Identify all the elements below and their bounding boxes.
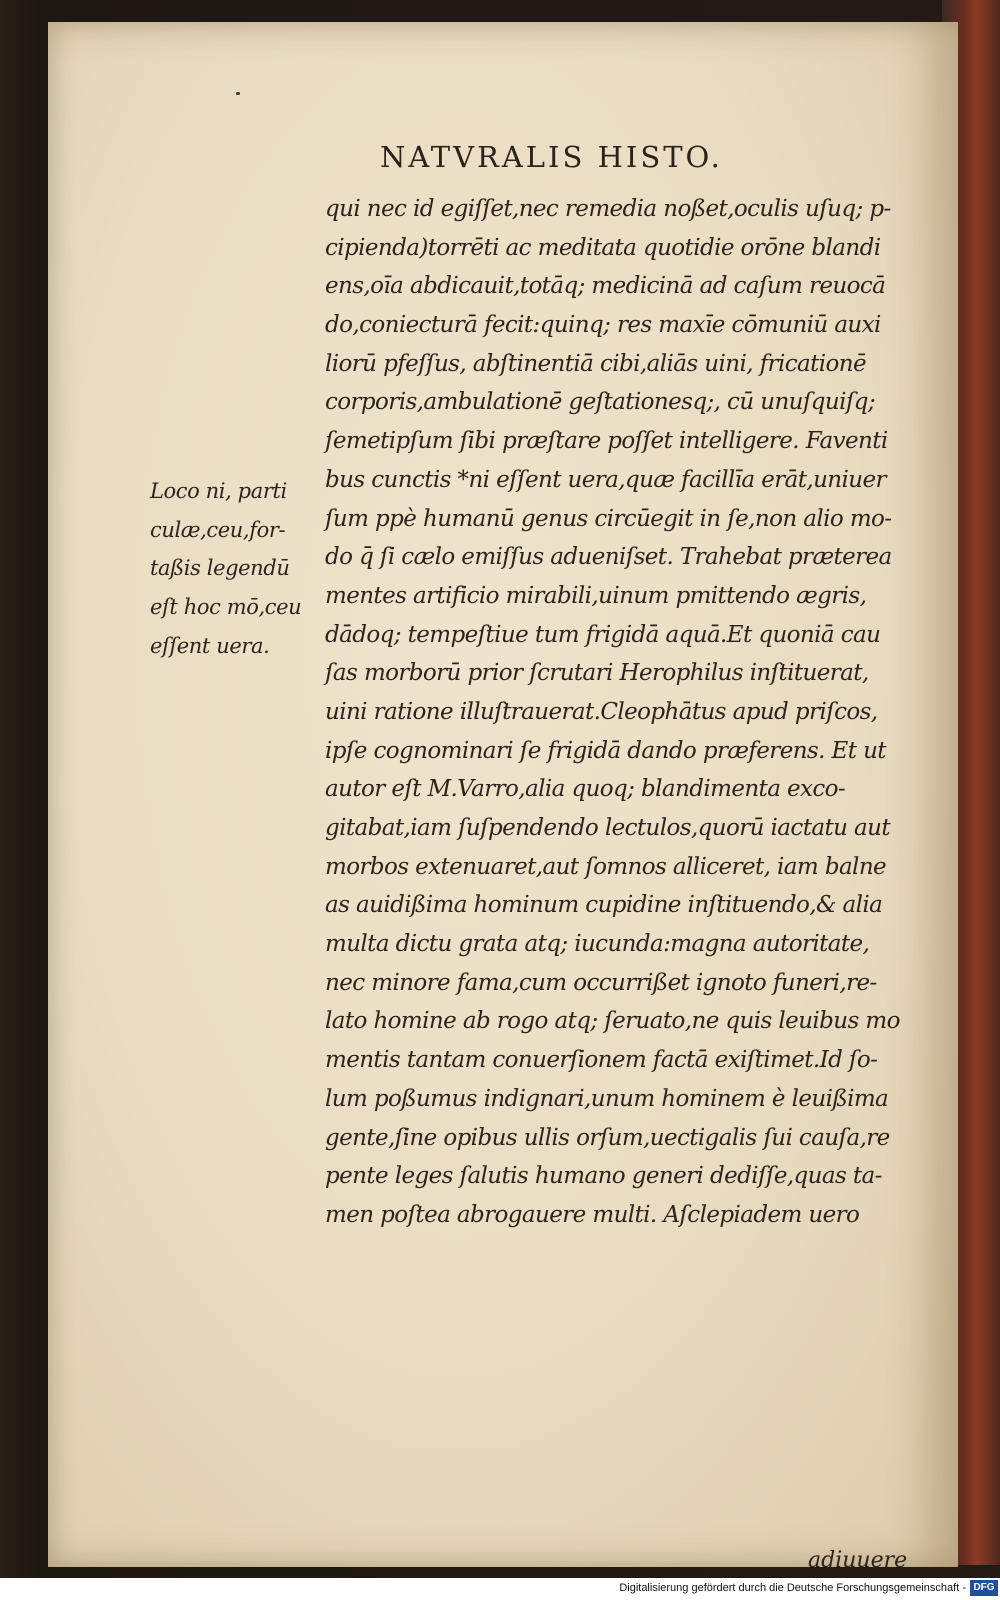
- text-line: ſas morborū prior ſcrutari Herophilus inſtituerat,: [325, 660, 869, 687]
- margin-note-line: eſt hoc mō,ceu: [150, 595, 302, 620]
- text-line: do q̄ ſi cælo emiſſus adueniſset. Trahebat præterea: [325, 544, 892, 571]
- text-line: men poſtea abrogauere multi. Aſclepiadem uero: [325, 1201, 860, 1228]
- text-line: autor eſt M.Varro,alia quoq; blandimenta exco-: [325, 776, 846, 803]
- paper-speck: [236, 92, 240, 95]
- text-line: bus cunctis *ni eſſent uera,quæ facillīa erāt,uniuer: [325, 466, 886, 493]
- text-line: mentes artificio mirabili,uinum pmittendo ægris,: [325, 582, 867, 609]
- digitization-credit: Digitalisierung gefördert durch die Deutsche Forschungsgemeinschaft -: [619, 1582, 966, 1594]
- catchword: adiuuere: [808, 1548, 908, 1573]
- text-line: cipienda)torrēti ac meditata quotidie orōne blandi: [325, 234, 881, 261]
- text-line: lum poßumus indignari,unum hominem è leuißima: [325, 1085, 889, 1112]
- text-line: lato homine ab rogo atq; ſeruato,ne quis leuibus mo: [325, 1008, 900, 1035]
- running-head: NATVRALIS HISTO.: [380, 140, 723, 174]
- marginal-note: [150, 472, 320, 665]
- text-line: ipſe cognominari ſe frigidā dando præferens. Et ut: [325, 737, 886, 764]
- dfg-logo: DFG: [970, 1580, 998, 1596]
- text-line: dādoq; tempeſtiue tum frigidā aquā.Et quoniā cau: [325, 621, 881, 648]
- margin-note-line: taßis legendū: [150, 556, 290, 581]
- text-line: ſemetipſum ſibi præſtare poſſet intelligere. Faventi: [325, 428, 888, 455]
- text-line: multa dictu grata atq; iucunda:magna autoritate,: [325, 931, 870, 958]
- margin-note-line: culæ,ceu,for-: [150, 517, 286, 542]
- text-line: uini ratione illuſtrauerat.Cleophātus apud priſcos,: [325, 698, 878, 725]
- main-text-block: [325, 190, 925, 1235]
- text-line: liorū pfeſſus, abſtinentiā cibi,aliās uini, fricationē: [325, 350, 866, 377]
- text-line: nec minore fama,cum occurrißet ignoto funeri,re-: [325, 969, 877, 996]
- margin-note-line: eſſent uera.: [150, 633, 270, 658]
- text-line: do,coniecturā fecit:quinq; res maxīe cōmuniū auxi: [325, 312, 881, 339]
- text-line: as auidißima hominum cupidine inſtituendo,& alia: [325, 892, 883, 919]
- text-line: qui nec id egiſſet,nec remedia noßet,oculis uſuq; p-: [325, 196, 891, 222]
- text-line: morbos extenuaret,aut ſomnos alliceret, iam balne: [325, 853, 887, 880]
- text-line: mentis tantam conuerſionem factā exiſtimet.Id ſo-: [325, 1047, 878, 1074]
- text-line: gitabat,iam ſuſpendendo lectulos,quorū iactatu aut: [325, 815, 890, 841]
- text-line: gente,ſine opibus ullis orſum,uectigalis ſui cauſa,re: [325, 1124, 890, 1151]
- text-line: pente leges ſalutis humano generi dediſſe,quas ta-: [325, 1163, 882, 1190]
- text-line: corporis,ambulationē geſtationesq;, cū unuſquiſq;: [325, 389, 876, 416]
- margin-note-line: Loco ni, parti: [150, 479, 287, 503]
- text-line: ens,oīa abdicauit,totāq; medicinā ad caſum reuocā: [325, 273, 886, 300]
- text-line: ſum ppè humanū genus circūegit in ſe,non alio mo-: [325, 505, 892, 532]
